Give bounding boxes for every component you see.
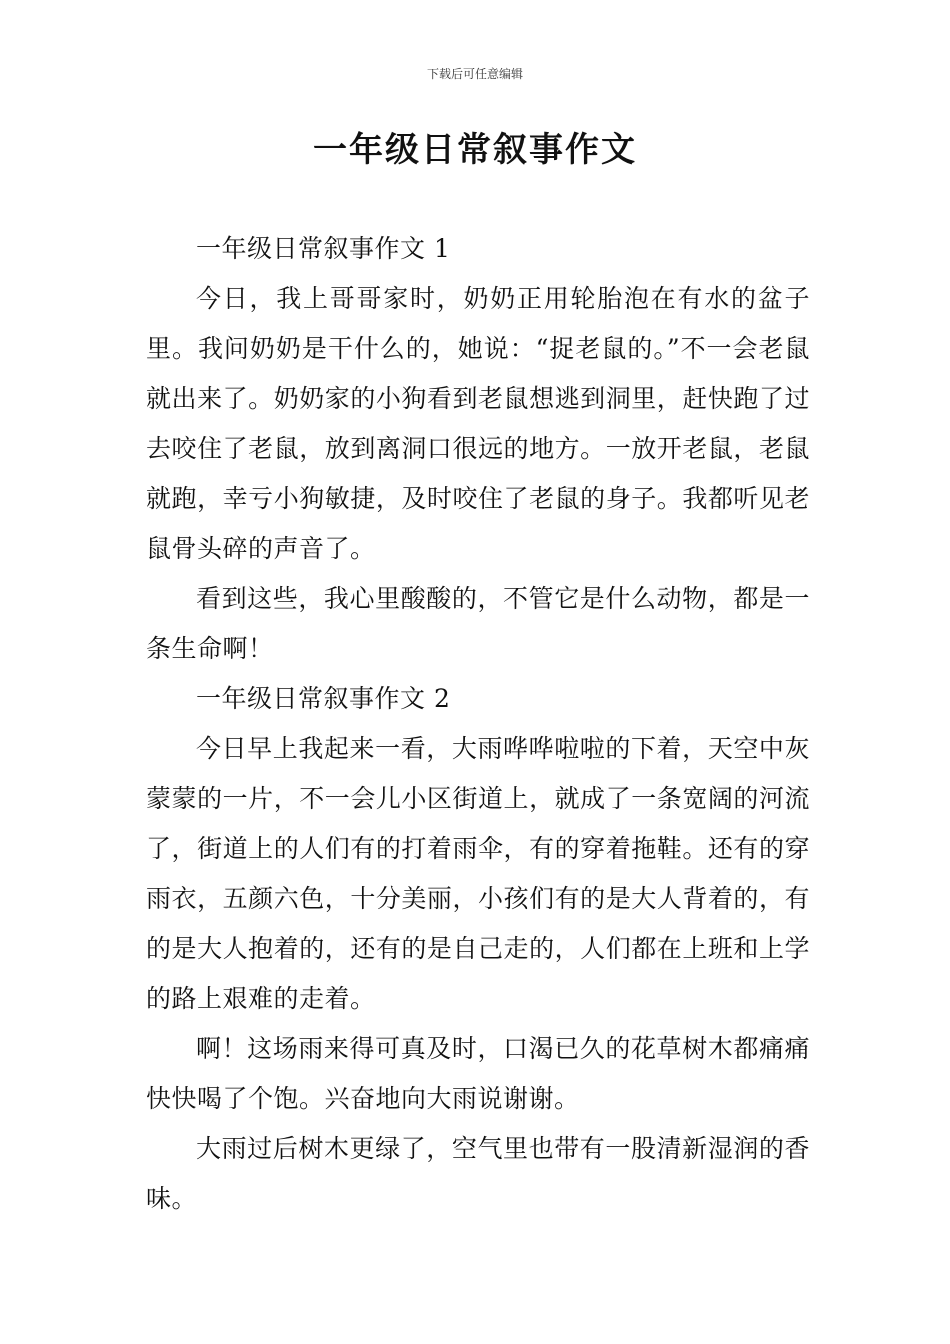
header-note: 下载后可任意编辑 (426, 67, 523, 81)
section-heading-1: 一年级日常叙事作文 1 (196, 234, 451, 263)
paragraph-2: 看到这些，我心里酸酸的，不管它是什么动物，都是一条生命啊！ (146, 584, 810, 663)
section-heading-2: 一年级日常叙事作文 2 (196, 684, 451, 713)
paragraph-3: 今日早上我起来一看，大雨哗哗啦啦的下着，天空中灰蒙蒙的一片，不一会儿小区街道上，就成了一条宽阔的河流了，街道上的人们有的打着雨伞，有的穿着拖鞋。还有的穿雨衣，五颜六色，十分美丽，小孩们有的是大人背着的，有的是大人抱着的，还有的是自己走的，人们都在上班和上学的路上艰难的走着。 (146, 734, 810, 1013)
document-body (146, 224, 810, 1224)
paragraph-5: 大雨过后树木更绿了，空气里也带有一股清新湿润的香味。 (146, 1134, 810, 1213)
paragraph-1: 今日，我上哥哥家时，奶奶正用轮胎泡在有水的盆子里。我问奶奶是干什么的，她说：“捉老鼠的。”不一会老鼠就出来了。奶奶家的小狗看到老鼠想逃到洞里，赶快跑了过去咬住了老鼠，放到离洞口很远的地方。一放开老鼠，老鼠就跑，幸亏小狗敏捷，及时咬住了老鼠的身子。我都听见老鼠骨头碎的声音了。 (146, 284, 810, 563)
document-title: 一年级日常叙事作文 (313, 130, 637, 170)
paragraph-4: 啊！这场雨来得可真及时，口渴已久的花草树木都痛痛快快喝了个饱。兴奋地向大雨说谢谢。 (146, 1034, 810, 1113)
